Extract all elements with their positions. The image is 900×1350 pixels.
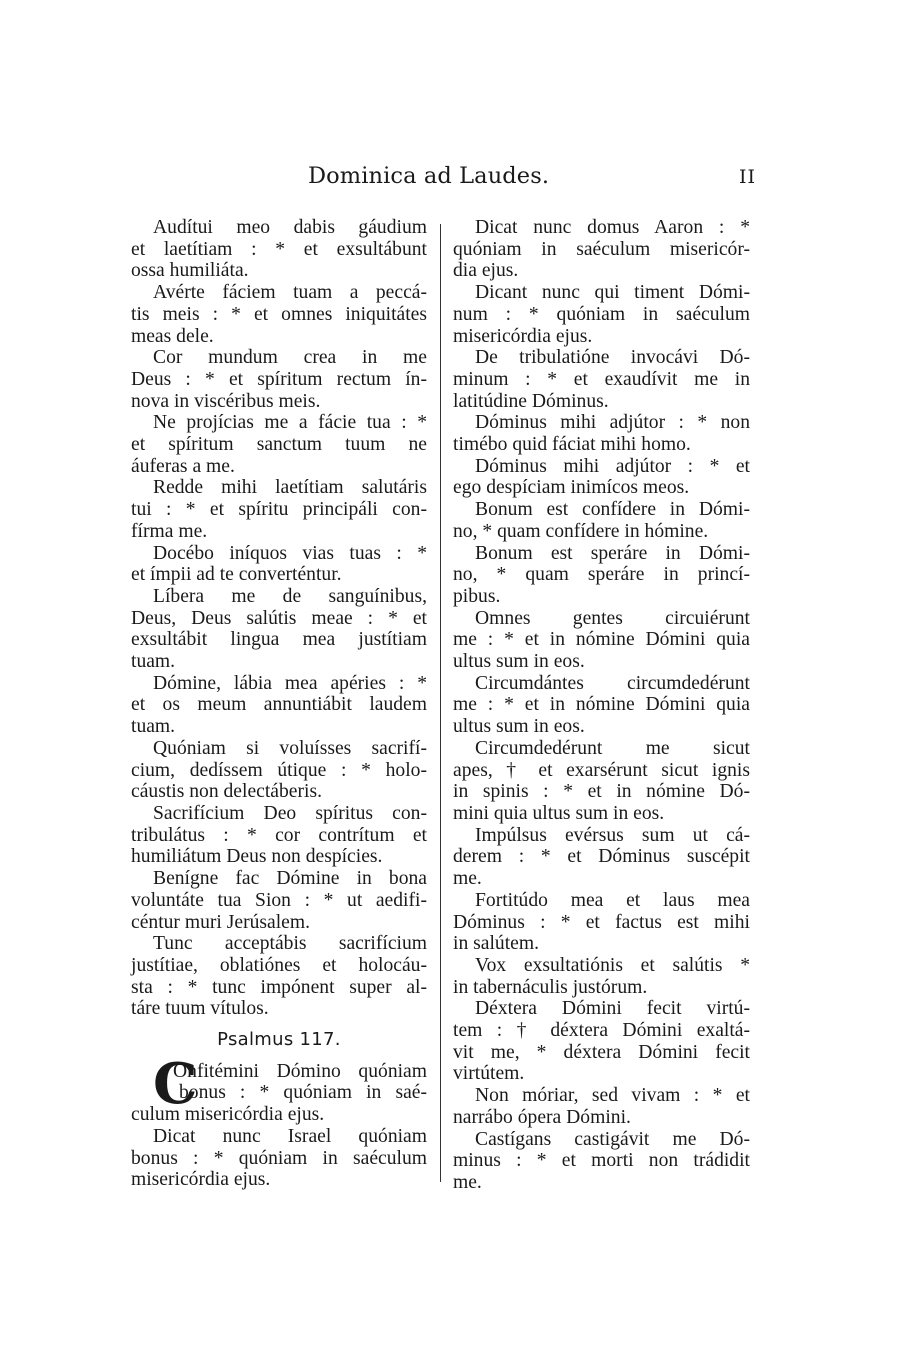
verse (131, 738, 427, 803)
verse-line: exsultábit lingua mea justítiam (131, 629, 427, 651)
verse-line: et laetítiam : * et exsultábunt (131, 238, 427, 260)
verse-line: et ímpii ad te converténtur. (131, 564, 342, 586)
verse-line: in salútem. (453, 933, 539, 955)
verse-line: Circumdedérunt me sicut (475, 737, 750, 759)
verse-line: Deus, Deus salútis meae : * et (131, 607, 427, 629)
verse (453, 1129, 750, 1194)
verse-line: Castígans castigávit me Dó- (475, 1128, 750, 1150)
verse-line: meas dele. (131, 325, 214, 347)
verse-line: tribulátus : * cor contrítum et (131, 824, 427, 846)
verse-line: De tribulatióne invocávi Dó- (475, 347, 750, 369)
verse-line: in spinis : * et in nómine Dó- (453, 781, 750, 803)
verse-line: Dicant nunc qui timent Dómi- (475, 282, 750, 304)
verse (453, 1085, 750, 1128)
verse-line: Redde mihi laetítiam salutáris (153, 477, 427, 499)
verse-line: ego despíciam inimícos meos. (453, 477, 690, 499)
verse-line: mini quia ultus sum in eos. (453, 802, 665, 824)
verse-line: tuam. (131, 716, 176, 738)
verse-line: Déxtera Dómini fecit virtú- (475, 998, 750, 1020)
verse-line: bonus : * quóniam in saé- (179, 1082, 427, 1104)
verse-line: apes, † et exarsérunt sicut ignis (453, 759, 750, 781)
verse (453, 217, 750, 282)
verse-line: culum misericórdia ejus. (131, 1104, 325, 1126)
verse-line: Non móriar, sed vivam : * et (475, 1085, 750, 1107)
verse (453, 347, 750, 412)
verse-line: nova in viscéribus meis. (131, 390, 321, 412)
verse (131, 347, 427, 412)
verse-line: cáustis non delectáberis. (131, 781, 322, 803)
verse-line: Circumdántes circumdedérunt (475, 672, 750, 694)
verse-line: in tabernáculis justórum. (453, 976, 648, 998)
verse-line: Ne projícias me a fácie tua : * (153, 412, 427, 434)
verse-line: ossa humiliáta. (131, 260, 249, 282)
verse-line: justítiae, oblatiónes et holocáu- (131, 954, 427, 976)
verse (453, 499, 750, 542)
verse (453, 890, 750, 955)
verse (131, 543, 427, 586)
verse-line: Omnes gentes circuiérunt (475, 607, 750, 629)
verse-line: Líbera me de sanguínibus, (153, 585, 427, 607)
verse-line: voluntáte tua Sion : * ut aedifi- (131, 889, 427, 911)
verse-line: me : * et in nómine Dómini quia (453, 629, 750, 651)
running-title: Dominica ad Laudes. (308, 163, 550, 189)
verse-line: Dóminus : * et factus est mihi (453, 911, 750, 933)
verse-line: pibus. (453, 585, 501, 607)
verse-list-after-psalm (131, 1126, 427, 1191)
verse-line: Bonum est speráre in Dómi- (475, 542, 750, 564)
verse-line: misericórdia ejus. (453, 325, 593, 347)
verse-line: virtútem. (453, 1063, 525, 1085)
verse-line: ultus sum in eos. (453, 716, 585, 738)
verse-line: Bonum est confídere in Dómi- (475, 499, 750, 521)
verse (131, 586, 427, 673)
verse-line: bonus : * quóniam in saéculum (131, 1147, 427, 1169)
verse (453, 998, 750, 1085)
verse-line: me. (453, 1171, 482, 1193)
verse-line: narrábo ópera Dómini. (453, 1106, 631, 1128)
verse-line: áuferas a me. (131, 455, 235, 477)
verse (453, 738, 750, 825)
page-header (308, 163, 756, 203)
verse (453, 955, 750, 998)
verse-line: minus : * et morti non trádidit (453, 1150, 750, 1172)
psalm-heading: Psalmus 117. (217, 1029, 341, 1051)
verse (453, 825, 750, 890)
verse (131, 412, 427, 477)
verse-line: Dómine, lábia mea apéries : * (153, 672, 427, 694)
verse-line: Dóminus mihi adjútor : * et (475, 455, 750, 477)
verse (131, 1126, 427, 1191)
verse-line: humiliátum Deus non despícies. (131, 846, 383, 868)
verse (453, 608, 750, 673)
verse (131, 803, 427, 868)
verse (131, 282, 427, 347)
verse-line: Sacrifícium Deo spíritus con- (153, 802, 427, 824)
verse-line: Tunc acceptábis sacrifícium (153, 933, 427, 955)
verse (131, 477, 427, 542)
verse-line: ultus sum in eos. (453, 651, 585, 673)
verse-list (453, 217, 750, 1194)
verse-line: Dicat nunc domus Aaron : * (475, 217, 750, 238)
left-column (131, 217, 427, 1191)
verse-line: me : * et in nómine Dómini quia (453, 694, 750, 716)
verse-line: Onfitémini Dómino quóniam (173, 1060, 427, 1082)
verse-line: cium, dedíssem útique : * holo- (131, 759, 427, 781)
verse-line: céntur muri Jerúsalem. (131, 911, 311, 933)
verse-line: Dóminus mihi adjútor : * non (475, 412, 750, 434)
page-number: II (738, 166, 756, 188)
verse-list-before-psalm (131, 217, 427, 1020)
verse (453, 412, 750, 455)
verse-line: Quóniam si voluísses sacrifí- (153, 737, 427, 759)
psalm-opening-verse (131, 1050, 427, 1126)
verse (453, 673, 750, 738)
verse-line: et spíritum sanctum tuum ne (131, 434, 427, 456)
verse-line: dia ejus. (453, 260, 519, 282)
column-divider (440, 224, 441, 1182)
verse-line: Deus : * et spíritum rectum ín- (131, 368, 427, 390)
verse-line: no, * quam speráre in princí- (453, 564, 750, 586)
verse (131, 868, 427, 933)
verse-line: num : * quóniam in saéculum (453, 303, 750, 325)
verse (453, 456, 750, 499)
verse (453, 543, 750, 608)
verse-line: Avérte fáciem tuam a peccá- (153, 282, 427, 304)
verse-line: tui : * et spíritu principáli con- (131, 499, 427, 521)
verse-line: sta : * tunc impónent super al- (131, 976, 427, 998)
verse-line: misericórdia ejus. (131, 1169, 271, 1191)
verse-line: Benígne fac Dómine in bona (153, 868, 427, 890)
verse-line: derem : * et Dóminus suscépit (453, 846, 750, 868)
verse-line: Docébo iníquos vias tuas : * (153, 542, 427, 564)
verse-line: et os meum annuntiábit laudem (131, 694, 427, 716)
verse-line: Vox exsultatiónis et salútis * (475, 954, 750, 976)
verse-line: quóniam in saéculum misericór- (453, 238, 750, 260)
verse-line: me. (453, 868, 482, 890)
verse (453, 282, 750, 347)
verse-line: timébo quid fáciat mihi homo. (453, 434, 691, 456)
verse-line: fírma me. (131, 520, 208, 542)
verse-line: minum : * et exaudívit me in (453, 368, 750, 390)
verse-line: latitúdine Dóminus. (453, 390, 609, 412)
verse-line: tuam. (131, 651, 176, 673)
verse (131, 217, 427, 282)
verse-line: Cor mundum crea in me (153, 347, 427, 369)
right-column (453, 217, 750, 1194)
verse-line: Dicat nunc Israel quóniam (153, 1125, 427, 1147)
verse-line: vit me, * déxtera Dómini fecit (453, 1041, 750, 1063)
verse-line: tem : † déxtera Dómini exaltá- (453, 1020, 750, 1042)
verse-line: no, * quam confídere in hómine. (453, 520, 709, 542)
verse-line: Fortitúdo mea et laus mea (475, 889, 750, 911)
drop-cap: C (153, 1050, 198, 1117)
verse (131, 673, 427, 738)
verse (131, 933, 427, 1020)
verse-line: tis meis : * et omnes iniquitátes (131, 303, 427, 325)
verse-line: Audítui meo dabis gáudium (153, 217, 427, 238)
verse-line: táre tuum vítulos. (131, 998, 269, 1020)
verse-line: Impúlsus evérsus sum ut cá- (475, 824, 750, 846)
